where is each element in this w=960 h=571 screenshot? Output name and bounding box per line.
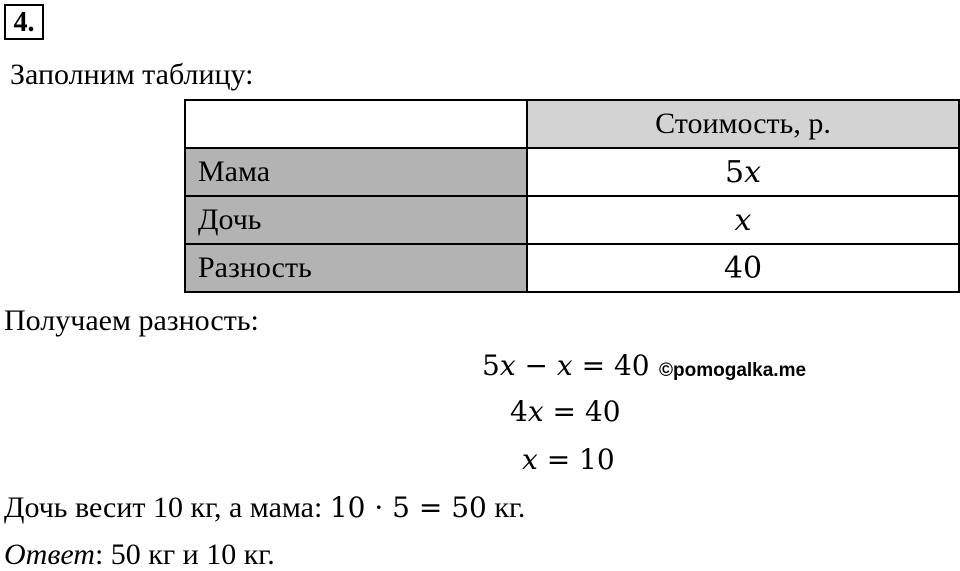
task-number: 4. [4,4,44,40]
column-header-cost: Стоимость, р. [527,100,959,148]
table-row [185,196,959,244]
row-value-difference: 40 [527,244,959,292]
equation-2: 4x = 40 [510,395,621,428]
table-corner-cell [185,100,527,148]
answer-line [4,540,275,570]
conclusion-calc: 10 · 5 = 50 [329,491,487,524]
row-label-difference: Разность [185,244,527,292]
cost-table [184,99,960,293]
equation-1: 5x − x = 40 [482,349,650,382]
difference-intro: Получаем разность: [4,304,259,337]
conclusion-text: Дочь весит 10 кг, а мама: [4,491,330,524]
table-row [185,244,959,292]
conclusion-line [4,493,525,523]
table-header-row [185,100,959,148]
intro-text: Заполним таблицу: [10,58,254,91]
row-label-mom: Мама [185,148,527,196]
row-label-daughter: Дочь [185,196,527,244]
equation-3: x = 10 [522,443,615,476]
watermark-text: ©pomogalka.me [659,360,807,381]
table-row [185,148,959,196]
row-value-daughter: x [527,196,959,244]
row-value-mom: 5x [527,148,959,196]
answer-text: : 50 кг и 10 кг. [94,538,275,571]
conclusion-unit: кг. [486,491,526,524]
answer-label: Ответ [4,538,95,571]
